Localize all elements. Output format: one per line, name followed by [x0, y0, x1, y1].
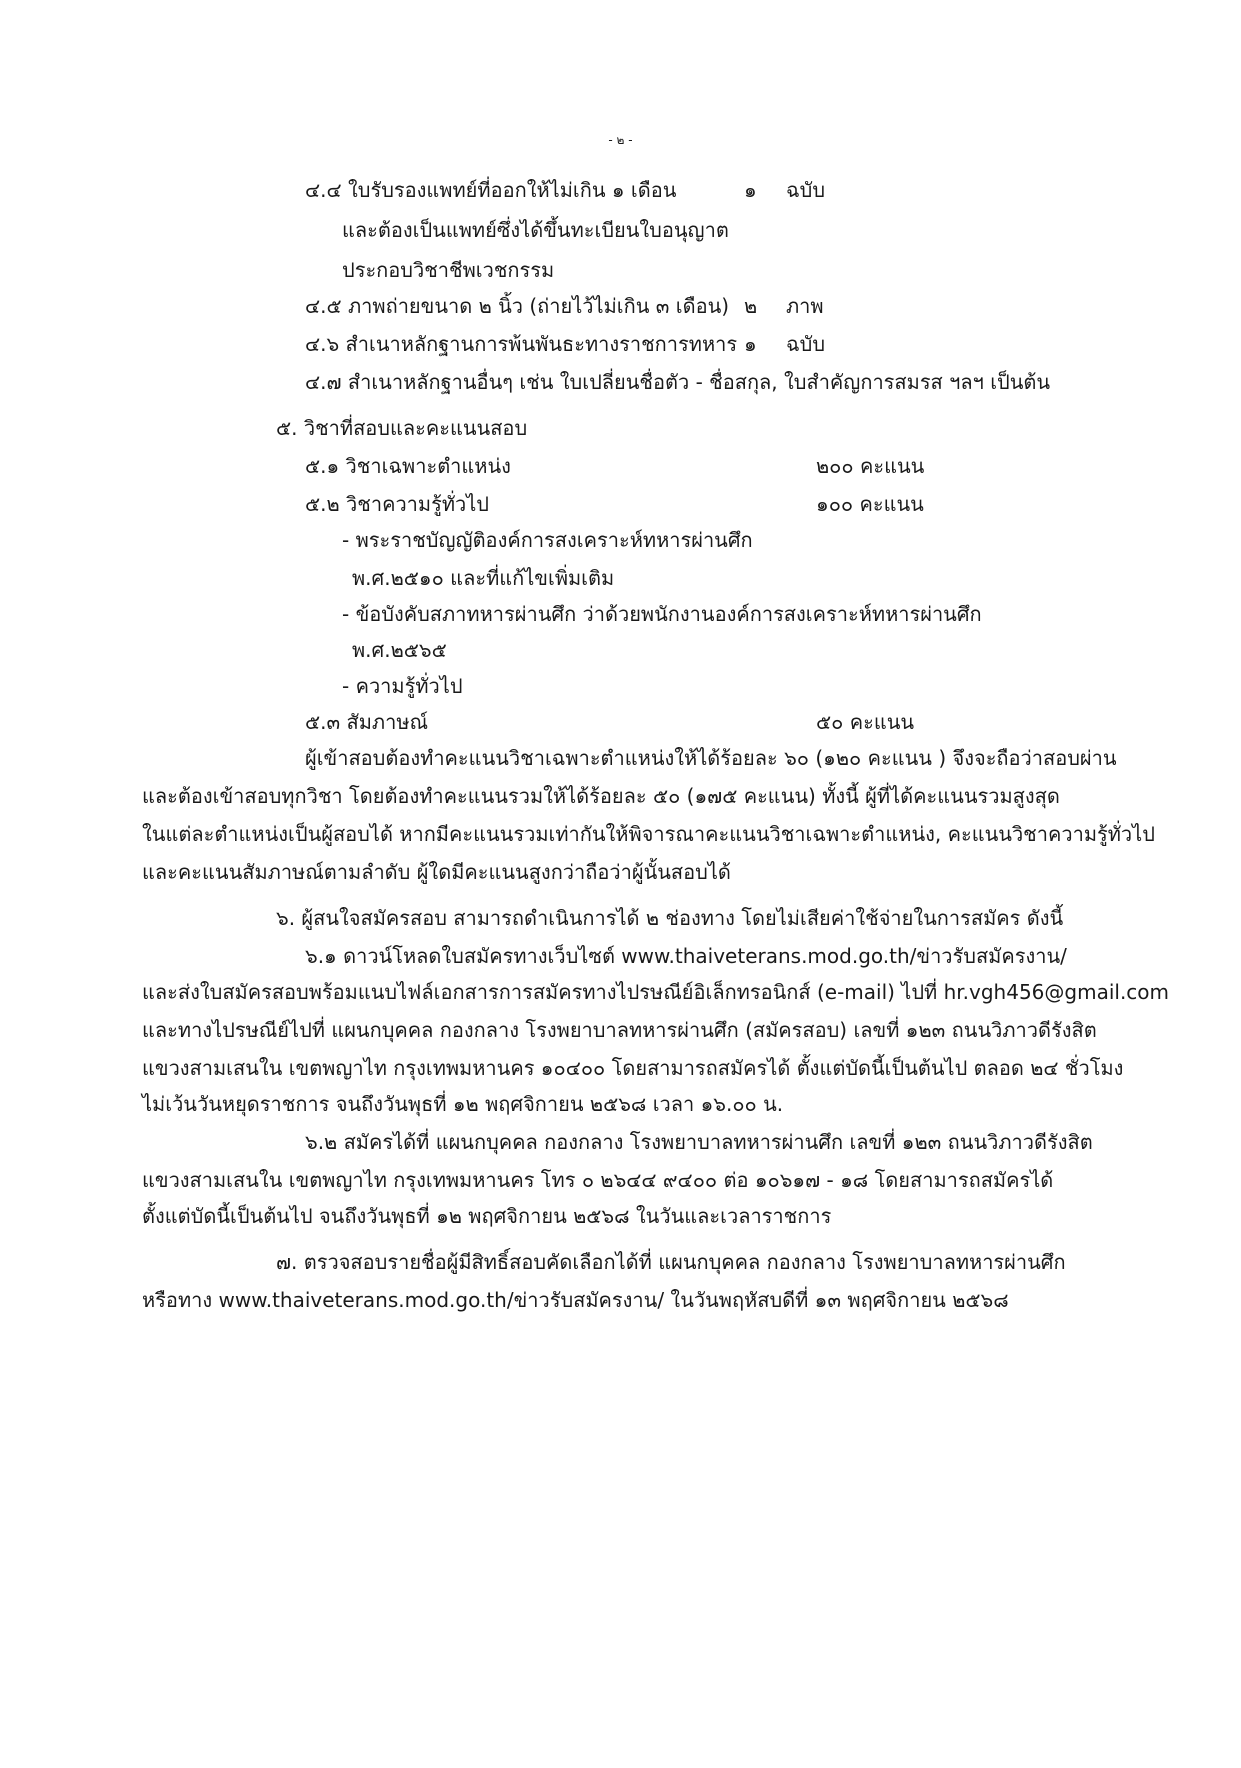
section-6-1-line: แขวงสามเสนใน เขตพญาไท กรุงเทพมหานคร ๑๐๔๐๐ โดยสามารถสมัครได้ ตั้งแต่บัดนี้เป็นต้นไป ตลอด ๒๔ ชั่วโมง [142, 1056, 1124, 1080]
scoring-paragraph-line: และคะแนนสัมภาษณ์ตามลำดับ ผู้ใดมีคะแนนสูงกว่าถือว่าผู้นั้นสอบได้ [142, 860, 731, 884]
subject-5-2-topic-1-line1: - พระราชบัญญัติองค์การสงเคราะห์ทหารผ่านศึก [342, 528, 753, 552]
section-6-1-line: และส่งใบสมัครสอบพร้อมแนบไฟล์เอกสารการสมัครทางไปรษณีย์อิเล็กทรอนิกส์ (e-mail) ไปที่ hr.vgh456@gmail.com [142, 980, 1170, 1004]
subject-5-1-label: ๕.๑ วิชาเฉพาะตำแหน่ง [305, 454, 511, 478]
page-number: - ๒ - [608, 133, 633, 147]
section-6-1-line: ๖.๑ ดาวน์โหลดใบสมัครทางเว็บไซต์ www.thaiveterans.mod.go.th/ข่าวรับสมัครงาน/ [305, 944, 1067, 968]
section-6-1-line: และทางไปรษณีย์ไปที่ แผนกบุคคล กองกลาง โรงพยาบาลทหารผ่านศึก (สมัครสอบ) เลขที่ ๑๒๓ ถนนวิภาวดีรังสิต [142, 1018, 1097, 1042]
scoring-paragraph-line: และต้องเข้าสอบทุกวิชา โดยต้องทำคะแนนรวมให้ได้ร้อยละ ๕๐ (๑๗๕ คะแนน) ทั้งนี้ ผู้ที่ได้คะแนนรวมสูงสุด [142, 784, 1060, 808]
doc-item-4-7-text: ๔.๗ สำเนาหลักฐานอื่นๆ เช่น ใบเปลี่ยนชื่อตัว - ชื่อสกุล, ใบสำคัญการสมรส ฯลฯ เป็นต้น [305, 370, 1051, 394]
subject-5-2-topic-2-line2: พ.ศ.๒๕๖๕ [352, 638, 447, 662]
doc-item-4-6-text: ๔.๖ สำเนาหลักฐานการพ้นพันธะทางราชการทหาร [305, 332, 738, 356]
doc-item-4-4-line3: ประกอบวิชาชีพเวชกรรม [342, 258, 555, 282]
subject-5-2-score: ๑๐๐ คะแนน [816, 492, 924, 516]
doc-item-4-4-line1: ๔.๔ ใบรับรองแพทย์ที่ออกให้ไม่เกิน ๑ เดือน [305, 178, 677, 202]
subject-5-2-topic-3: - ความรู้ทั่วไป [342, 674, 463, 698]
subject-5-2-topic-2-line1: - ข้อบังคับสภาทหารผ่านศึก ว่าด้วยพนักงานองค์การสงเคราะห์ทหารผ่านศึก [342, 602, 982, 626]
subject-5-1-score: ๒๐๐ คะแนน [816, 454, 925, 478]
subject-5-3-score: ๕๐ คะแนน [816, 710, 915, 734]
section-5-heading: ๕. วิชาที่สอบและคะแนนสอบ [276, 416, 528, 440]
scoring-paragraph-line: ในแต่ละตำแหน่งเป็นผู้สอบได้ หากมีคะแนนรวมเท่ากันให้พิจารณาคะแนนวิชาเฉพาะตำแหน่ง, คะแนนวิชาความรู้ทั่วไป [142, 822, 1155, 846]
section-6-2-line: แขวงสามเสนใน เขตพญาไท กรุงเทพมหานคร โทร ๐ ๒๖๔๔ ๙๔๐๐ ต่อ ๑๐๖๑๗ - ๑๘ โดยสามารถสมัครได้ [142, 1168, 1054, 1192]
section-7-line: หรือทาง www.thaiveterans.mod.go.th/ข่าวรับสมัครงาน/ ในวันพฤหัสบดีที่ ๑๓ พฤศจิกายน ๒๕๖๘ [142, 1288, 1009, 1312]
section-6-2-line: ตั้งแต่บัดนี้เป็นต้นไป จนถึงวันพุธที่ ๑๒ พฤศจิกายน ๒๕๖๘ ในวันและเวลาราชการ [142, 1204, 832, 1228]
scoring-paragraph-line: ผู้เข้าสอบต้องทำคะแนนวิชาเฉพาะตำแหน่งให้ได้ร้อยละ ๖๐ (๑๒๐ คะแนน ) จึงจะถือว่าสอบผ่าน [305, 746, 1117, 770]
section-6-1-line: ไม่เว้นวันหยุดราชการ จนถึงวันพุธที่ ๑๒ พฤศจิกายน ๒๕๖๘ เวลา ๑๖.๐๐ น. [142, 1092, 784, 1116]
subject-5-3-label: ๕.๓ สัมภาษณ์ [305, 710, 429, 734]
doc-item-4-5-text: ๔.๕ ภาพถ่ายขนาด ๒ นิ้ว (ถ่ายไว้ไม่เกิน ๓ เดือน) [305, 294, 730, 318]
section-6-2-line: ๖.๒ สมัครได้ที่ แผนกบุคคล กองกลาง โรงพยาบาลทหารผ่านศึก เลขที่ ๑๒๓ ถนนวิภาวดีรังสิต [305, 1130, 1093, 1154]
doc-item-4-5-unit: ภาพ [786, 294, 824, 318]
subject-5-2-topic-1-line2: พ.ศ.๒๕๑๐ และที่แก้ไขเพิ่มเติม [352, 566, 615, 590]
doc-item-4-6-unit: ฉบับ [786, 332, 826, 356]
subject-5-2-label: ๕.๒ วิชาความรู้ทั่วไป [305, 492, 490, 516]
doc-item-4-5-count: ๒ [744, 294, 758, 318]
doc-item-4-4-count: ๑ [744, 178, 757, 202]
doc-item-4-4-line2: และต้องเป็นแพทย์ซึ่งได้ขึ้นทะเบียนใบอนุญาต [342, 218, 729, 242]
section-6-heading: ๖. ผู้สนใจสมัครสอบ สามารถดำเนินการได้ ๒ ช่องทาง โดยไม่เสียค่าใช้จ่ายในการสมัคร ดังนี้ [276, 906, 1064, 930]
section-7-line: ๗. ตรวจสอบรายชื่อผู้มีสิทธิ์สอบคัดเลือกได้ที่ แผนกบุคคล กองกลาง โรงพยาบาลทหารผ่านศึก [276, 1250, 1066, 1274]
doc-item-4-4-unit: ฉบับ [786, 178, 826, 202]
doc-item-4-6-count: ๑ [744, 332, 757, 356]
